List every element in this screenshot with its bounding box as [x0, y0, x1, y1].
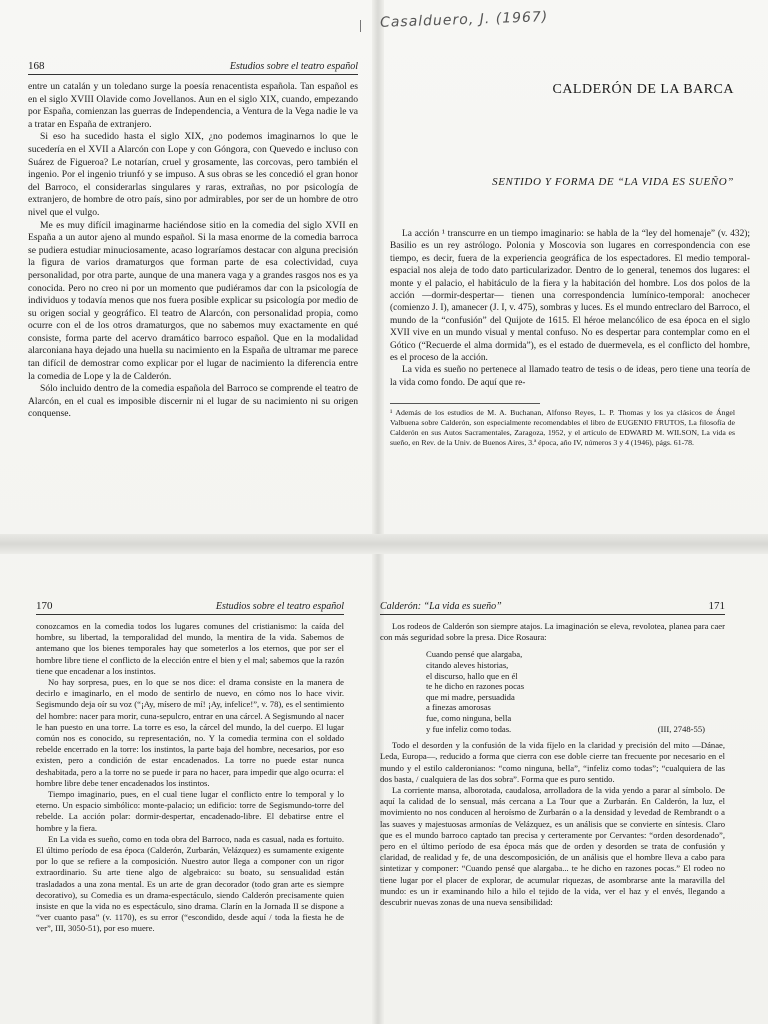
running-header — [28, 60, 358, 75]
page-170 — [36, 600, 344, 1020]
running-title: Estudios sobre el teatro español — [215, 601, 344, 612]
verse-line: y fue infeliz como todas. — [426, 723, 512, 734]
handwritten-annotation: Casalduero, J. (1967) — [379, 9, 549, 31]
paragraph: No hay sorpresa, pues, en lo que se nos dice: el drama consiste en la manera de decirlo e imaginarlo, en el modo de sentirlo de nuevo, en cómo nos lo hace vivir. Segismundo deja oír su voz (“¡Ay, mísero de mí! ¡Ay, infelice!”, v. 78), es el sentimiento del hombre: nacer para morir, cuna-sepulcro, entrar en una cárcel. A Segismundo al nacer le han puesto en una torre. La torre es eso, la cárcel del mundo, la del cuerpo. El lugar común nos es conocido, su representación, no. Y la comedia termina con el soldado rebelde encerrado en la torre: los instintos, la parte baja del hombre, necesarios, por eso existen, pero a condición de estar encadenados. La torre no puede estar nunca deshabitada, pero a la torre no se puede ir para no hacer, para impedir que algo ocurra: el hombre libre debe tener encadenados los instintos. — [36, 677, 344, 788]
paragraph: Si eso ha sucedido hasta el siglo XIX, ¿no podemos imaginarnos lo que le sucedería en el XVII a Alarcón con Lope y con Góngora, con Quevedo e incluso con Suárez de Figueroa? Le notarían, cruel y grosamente, las corcovas, pero también el ingenio. Por el ingenio triunfó y se impuso. A sus obras se les concedió el gran honor del Barroco, el considerarlas singulares y raras, extrañas, no por psicología de extranjero, de hombre de otro país, sino por admirables, por ser de un hombre de otro nivel que el vulgo. — [28, 131, 358, 218]
page-number: 168 — [28, 60, 45, 72]
paragraph: La vida es sueño no pertenece al llamado teatro de tesis o de ideas, pero tiene una teoría de la vida como fondo. De aquí que re- — [390, 365, 750, 388]
running-header — [380, 600, 725, 615]
handwritten-mark — [360, 20, 365, 32]
paragraph: conozcamos en la comedia todos los lugares comunes del cristianismo: la caída del hombre, su libertad, la temporalidad del mundo, la mentira de la vida. Sabemos de antemano que los bienes temporales hay que someterlos a los eternos, que por ser el hombre libre tiene el conflicto de la elección entre el bien y el mal; sabemos que la razón tiene que encadenar a los instintos. — [36, 621, 344, 676]
chapter-title: SENTIDO Y FORMA DE “LA VIDA ES SUEÑO” — [492, 176, 734, 188]
page-171 — [380, 600, 725, 1020]
verse-line: que mi madre, persuadida — [426, 691, 515, 702]
verse-line: el discurso, hallo que en él — [426, 670, 518, 681]
verse-reference: (III, 2748-55) — [657, 723, 705, 734]
running-title: Estudios sobre el teatro español — [229, 61, 358, 72]
body-text — [36, 621, 344, 935]
footnote: ¹ Además de los estudios de M. A. Buchanan, Alfonso Reyes, L. P. Thomas y los ya clásicos de Ángel Valbuena sobre Calderón, son especialmente recomendables el libro de EUGENIO FRUTOS, La filosofía de Calderón en sus Autos Sacramentales, Zaragoza, 1952, y el artículo de EDWARD M. WILSON, La vida es sueño, en Rev. de la Univ. de Buenos Aires, 3.ª época, año IV, números 3 y 4 (1946), págs. 61-78. — [390, 408, 735, 448]
body-text — [380, 621, 725, 908]
body-text — [28, 81, 358, 421]
chapter-author: CALDERÓN DE LA BARCA — [552, 82, 734, 97]
running-header — [36, 600, 344, 615]
verse-quotation — [426, 649, 725, 734]
verse-line: a finezas amorosas — [426, 702, 491, 713]
running-title: Calderón: “La vida es sueño” — [380, 601, 502, 612]
scan-separator — [0, 534, 768, 554]
paragraph: Todo el desorden y la confusión de la vida fíjelo en la claridad y precisión del mito —Dánae, Leda, Europa—, reducido a forma que cierra con ese doble cierre tan frecuente por necesario en el mundo y el estilo calderonianos: “como ninguna, bella”, “infeliz como todas”; “cualquiera de las dos basta, / cualquiera de las dos sobra”. Forma que es puro sentido. — [380, 740, 725, 784]
verse-line: fue, como ninguna, bella — [426, 712, 512, 723]
page-168 — [28, 60, 358, 530]
paragraph: Los rodeos de Calderón son siempre atajos. La imaginación se eleva, revolotea, planea para caer con más seguridad sobre la presa. Dice Rosaura: — [380, 621, 725, 643]
paragraph: entre un catalán y un toledano surge la poesía renacentista española. Tan español es en el siglo XVIII Olavide como Jovellanos. Aun en el siglo XIX, cuando, empezando por España, comienzan las guerras de Independencia, a Ventura de la Vega nadie le va a tratar en España de extranjero. — [28, 81, 358, 130]
body-text — [390, 228, 750, 389]
paragraph: La acción ¹ transcurre en un tiempo imaginario: se habla de la “ley del homenaje” (v. 432); Basilio es un rey astrólogo. Polonia y Moscovia son lugares en correspondencia con ese tiempo, es decir, fuera de la experiencia geográfica de los espectadores. El medio temporal-espacial nos aleja de todo dato particularizador. Dentro de lo general, tenemos dos lugares: el monte y el palacio, el habitáculo de la fiera y la habitación del hombre. Los dos polos de la acción —dormir-despertar— tienen una correspondencia lumínico-temporal: anochecer (comienzo J. I), amanecer (J. I, v. 475), sombras y luces. Es el mundo entreclaro del Barroco, el mundo de la “confusión” del Quijote de 1615. El héroe melancólico de esa época en el siglo XVII vive en un mundo visual y mental confuso. No es despertar para contemplar como en el Gótico (“Recuerde el alma dormida”), es el estado de duermevela, es el conflicto del hombre, es el proceso de la acción. — [390, 229, 750, 364]
paragraph: Sólo incluido dentro de la comedia española del Barroco se comprende el teatro de Alarcón, en el cual es imposible discernir ni el lugar de su nacimiento ni su origen conquense. — [28, 383, 358, 420]
verse-line: citando aleves historias, — [426, 660, 509, 670]
page-number: 171 — [708, 600, 725, 612]
chapter-opening-page — [390, 60, 750, 530]
paragraph: Tiempo imaginario, pues, en el cual tiene lugar el conflicto entre lo temporal y lo eterno. Un espacio simbólico: monte-palacio; un edificio: torre de Segismundo-torre del rebelde. La acción polar: dormir-despertar, encadenado-libre. El debatirse entre el hombre y la fiera. — [36, 789, 344, 833]
page-number: 170 — [36, 600, 53, 612]
verse-line: te he dicho en razones pocas — [426, 681, 525, 692]
paragraph: Me es muy difícil imaginarme haciéndose sitio en la comedia del siglo XVII en España a un autor ajeno al mundo español. Si la masa enorme de la comedia barroca se pudiera estudiar minuciosamente, acaso lograríamos destacar con alguna precisión la figura de varios dramaturgos que forman parte de esa colectividad, cuya personalidad, por otra parte, aunque de una manera vaga y a grandes rasgos nos es ya conocida. Pero no creo ni por un momento que pudiéramos dar con la psicología de individuos y todavía menos que nos fuera posible explicar su psicología por medio de su origen social y geográfico. El teatro de Alarcón, con personalidad propia, como ocurre con el de los otros dramaturgos, que no sabemos muy exactamente en qué consiste, forma parte del acervo dramático barroco español. Que en la modalidad alarconiana haya dejado una huella su nacimiento en la España de ultramar me parece tan difícil de demostrar como explicar por el lugar de nacimiento la diferencia entre la comedia de Lope y la de Calderón. — [28, 219, 358, 382]
paragraph: En La vida es sueño, como en toda obra del Barroco, nada es casual, nada es fortuito. El último período de esa época (Calderón, Zurbarán, Velázquez) es sumamente exigente por lo que se refiere a la composición. Nuestro autor llega a componer con un rigor extraordinario. Su arte tiene algo de algebraico: su boato, su sensualidad están trasladados a una zona mental. Es un arte de gran decorador (todo gran arte es siempre decorativo), su Comedia es un drama-espectáculo, siendo Calderón precisamente quien insiste en que la vida no es espectáculo, sino drama. Clarín en la Jornada II se dispone a “ver cuanto pasa” (v. 1170), es su error (“escondido, desde aquí / toda la fiesta he de ver”, III, 3050-51), por eso muere. — [36, 833, 344, 934]
paragraph: La corriente mansa, alborotada, caudalosa, arrolladora de la vida yendo a parar al símbolo. De aquí la calidad de lo sensual, más cercana a La Tour que a Zurbarán. En Calderón, la luz, el movimiento no nos conducen al heroísmo de Zurbarán o a la densidad y levedad de Rembrandt o a las suaves y majestuosas armonías de Velázquez, es un análisis que se convierte en síntesis. Claro que es el mundo barroco captado tan precisa y certeramente por Cervantes: “orden desordenado”, pero en el último período de esa época más que de orden y desorden se trata de confusión y claridad, de realidad y fe, de una descomposición, de un análisis que el hombre lleva a cabo para sintetizar y componer: “Cuando pensé que alargaba... te he dicho en razones pocas.” El rodeo no tiene lugar por el placer de explorar, de acumular riquezas, de asombrarse ante la maravilla del mundo: es un ir examinando hilo a hilo el tejido de la vida, ver el haz y el envés, llegando a descubrir nuevas zonas de una nueva sensibilidad: — [380, 784, 725, 907]
verse-line: Cuando pensé que alargaba, — [426, 649, 523, 660]
